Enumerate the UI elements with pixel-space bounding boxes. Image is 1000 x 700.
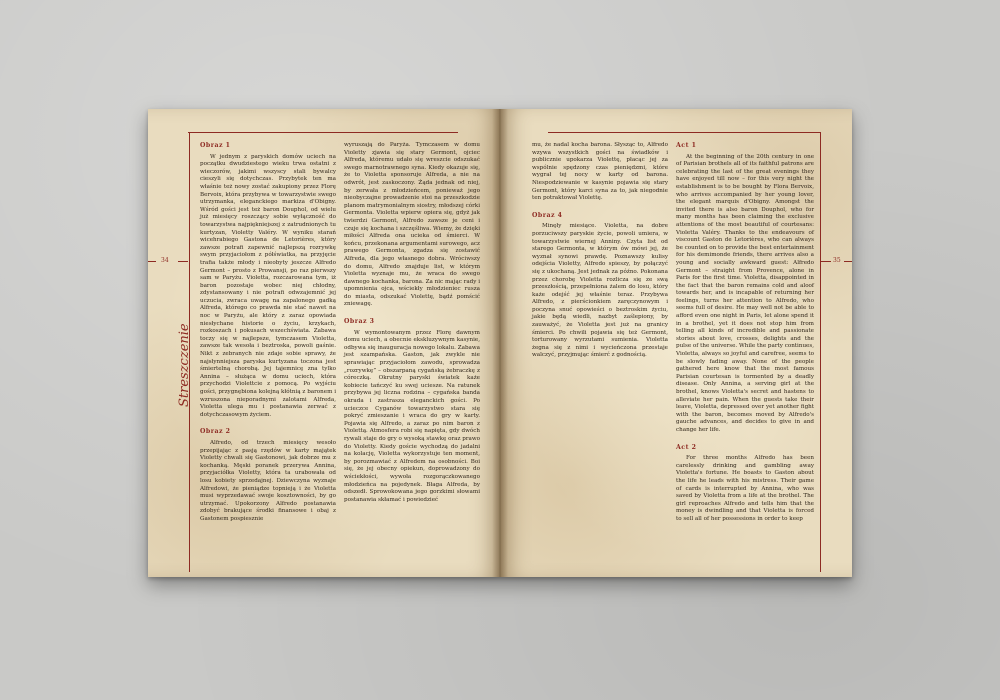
obraz-2-text: Alfredo, od trzech miesięcy wesoło przepijając z pasją rzędów w karty majątek Violetty chwali się Gastonowi, jak dobrze mu z kochanką. Męski poranek przerywa Annina, przyjaciółka Violetty, która ta urabowała od losu kobiety sprzedajnej. Dziewczyna wyznaje Alfredowi, że pieniądze topnieją i że Violetta musi wyprzedawać swoje kosztowności, by go utrzymać. Upokorzony Alfredo postanawia zdobyć brakujące środki finansowe i obaj z Gastonem pospiesznie — [200, 439, 336, 522]
act-1-text: At the beginning of the 20th century in one of Parisian brothels all of its faithful patrons are celebrating the last of the great evenings they have enjoyed till now – for this very night the establishment is to be bought by Flora Bervoix, who arrives accompanied by her young lover, the elegant marquis d'Obigny. Amongst the invited there is also baron Douphol, who for many months has been claiming the exclusive attentions of the most beautiful of courtesans: Violetta Valéry. Thanks to the endeavours of viscount Gaston de Letorières, who can always be counted on to provide the best entertainment for his demimonde friends, there arrives also a young and socially awkward guest: Alfredo Germont – straight from Provence, alone in Paris for the first time. Violetta, disappointed in the fact that the baron remains cold and aloof towards her, and is incapable of returning her feelings, turns her attention to Alfredo, who seems full of desire. He may well not be able to afford even one night in Paris, let alone spend it in a brothel, yet it does not stop him from telling all kinds of incredible and passionate stories about love, crosses, delights and the pulse of the universe. While the party continues, Violetta, always so joyful and carefree, seems to be slowly fading away. None of the people gathered here know that the most famous Parisian courtesan is tormented by a deadly disease. Only Annina, a serving girl at the brothel, knows Violetta's secret and hastens to alleviate her pain. When the guests take their leave, Violetta, depressed over yet another fight with the baron, becomes moved by Alfredo's gauche advances, and decides to give in and change her life. — [676, 153, 815, 433]
obraz-4-heading: Obraz 4 — [532, 211, 563, 219]
obraz-3-continued-text: mu, że nadal kocha barona. Słysząc to, Alfredo wzywa wszystkich gości na świadków i publicznie upokarza Violettę, płacąc jej za wspólnie spędzony czas pieniędzmi, które wygrał tej nocy w karty od barona. Niespodziewanie w kasynie pojawia się stary Germont, który karci syna za to, jak niegodnie ten potraktował Violettę. — [532, 142, 668, 202]
left-page-tick-inner — [178, 261, 188, 262]
left-page-tick — [148, 261, 156, 262]
side-title-wrap — [177, 287, 195, 407]
right-page — [500, 109, 852, 577]
right-page-tick-inner — [821, 261, 831, 262]
right-top-rule — [548, 132, 820, 133]
obraz-1-heading: Obraz 1 — [200, 142, 231, 149]
column-4 — [676, 142, 814, 572]
left-page — [148, 109, 500, 577]
left-top-rule — [188, 132, 458, 133]
act-1-heading: Act 1 — [676, 142, 697, 149]
column-2 — [344, 142, 480, 572]
obraz-1-text: W jednym z paryskich domów uciech na początku dwudziestego wieku trwa ostatni z wieczorów, jakimi wszyscy stali bywalcy cieszyli się dotychczas. Przybytek ten ma właśnie też nowy zostać zakupiony przez Florę Bervoix, która przybywa w towarzystwie swego utrzymanka, eleganckiego markiza d'Obigny. Wśród gości jest też baron Douphol, od wielu już miesięcy roszczący sobie wyłączność do towarzystwa najpiękniejszej z zatrudnionych tu kurtyzan, Violetty Valéry. W wyniku starań wicehrabiego Gastona de Letorières, który zawsze potrafi zapewnić najlepszą rozrywkę swym przyjaciołom z półświatka, na przyjęcie trafia także młody i nieobyty jeszcze Alfredo Germont – prosto z Prowansji, po raz pierwszy sam w Paryżu. Violetta, rozczarowana tym, iż baron pozostaje wobec niej chłodny, zdystansowany i nie potrafi odwzajemnić jej uczucia, zwraca uwagę na zapalonego gadką Alfreda, którego co prawda nie stać nawet na noc w Paryżu, ale który z zaraz opowiada niesłychane historie o życiu, krzykach, rozkoszach i pokusach wszechświata. Zabawa toczy się w najlepsze, tymczasem Violetta, zawsze tak wesoła i beztroska, powoli gaśnie. Nikt z zebranych nie zdaje sobie sprawy, że najsłynniejsza paryska kurtyzana toczona jest śmiertelną chorobą. Jej tajemnicę zna tylko Annina – służąca w domu uciech, która przychodzi Violettcie z pomocą. Po wyjściu gości, przygnębiona kolejną kłótnią z baronem i wzruszona nieporadnymi zalotami Alfreda, Violetta ulega mu i postanawia zerwać z dotychczasowym życiem. — [200, 153, 336, 418]
obraz-2-continued-text: wyruszają do Paryża. Tymczasem w domu Violetty zjawia się stary Germont, ojciec Alfreda, któremu udało się wreszcie odszukać swego marnotrawnego syna. Kiedy okazuje się, że to Violetta sponsoruje Alfreda, a nie na odwrót, jest zaskoczony. Żąda jednak od niej, by zerwała z młodzieńcem, ponieważ jego nieobyczajne prowadzenie stoi na przeszkodzie planom matrymonialnym siostry, młodszej córki Germonta. Violetta wpierw opiera się, gdyż jak twierdzi Germont, Alfredo zawsze je ceni i czuje się kochana i szczęśliwa. Wiemy, że dzięki miłości Alfreda ona ucieka od śmierci. W końcu, przekonana argumentami surowego, acz prawego Germonta, zgadza się zostawić Alfreda, dla jego własnego dobra. Wróciwszy do domu, Alfredo znajduje list, w którym Violetta wyznaje mu, że wraca do swego dawnego kochanka, barona. Za nic mając rady i upomnienia ojca, wściekły młodzieniec rusza do miasta, odszukać Violettę, bądź pomścić zniewagę. — [344, 142, 480, 308]
section-side-title: Streszczenie — [177, 323, 192, 407]
obraz-3-heading: Obraz 3 — [344, 318, 375, 326]
left-page-number: 34 — [161, 257, 169, 264]
column-3 — [532, 142, 668, 572]
act-2-heading: Act 2 — [676, 443, 697, 451]
obraz-3-text: W wymontowanym przez Florę dawnym domu uciech, a obecnie ekskluzywnym kasynie, odbywa się inauguracja nowego lokalu. Zabawa jest szampańska. Gaston, jak zwykle nie sprawiając przyjaciołom zawodu, sprowadza „rozrywkę” – obszarpaną cygańską żebraczkę z córeczką. Okrutny paryski światek każe kobiecie tańczyć ku swej uciesze. Na ratunek przybywa jej liczna rodzina – cygańska banda okrada i zastrasza eleganckich gości. Po ucieczce Cyganów towarzystwo stara się pokryć zmieszanie i wraca do gry w karty. Pojawia się Alfredo, a zaraz po nim baron z Violettą. Atmosfera robi się napięta, gdy dwóch rywali staje do gry o wysoką stawkę oraz prawo do Violetty. Kiedy goście wychodzą do jadalni na kolację, Violetta wykorzystuje ten moment, by porozmawiać z Alfredem na osobności. Boi się, że jej obecny opiekun, doprowadzony do wściekłości, wywoła rozgorączkowanego młodzieńca na pojedynek. Błaga Alfreda, by odszedł. Sprowokowana jego gorzkimi słowami postanawia skłamać i powiedzieć — [344, 329, 480, 503]
right-page-number: 35 — [833, 257, 841, 264]
obraz-4-text: Minęły miesiące. Violetta, na dobre porzuciwszy paryskie życie, powoli umiera, w towarzystwie wiernej Anniny. Czyta list od starego Germonta, w którym ów mówi jej, że wyznał synowi prawdę. Poznawszy kulisy odejścia Violetty, Alfredo spieszy, by połączyć się z ukochaną. Jest jednak za późno. Pokonana przez chorobę Violetta rozlicza się ze swą przeszłością, przepełniona żalem do losu, który każe odejść jej właśnie teraz. Przybywa Alfredo, z pierścionkiem zaręczynowym i poczyna snuć opowieści o beztroskim życiu, jakie będą wiedli, nazbyt zaślepiony, by zauważyć, że Violetta jest już na granicy śmierci. Po chwili pojawia się też Germont, torturowany wyrzutami sumienia. Violetta żegna się z nimi i wycieńczona przestaje walczyć, przyjmując śmierć z godnością. — [532, 223, 668, 359]
open-booklet — [148, 109, 852, 577]
act-2-text: For three months Alfredo has been carelessly drinking and gambling away Violetta's fortune. He boasts to Gaston about the life he leads with his mistress. Their game of cards is interrupted by Annina, who was saved by Violetta from a life at the brothel. The girl reproaches Alfredo and tells him that the money is dwindling and that Violetta is forced to sell all of her possessions in order to keep — [676, 455, 814, 522]
book-spine-shadow — [492, 109, 508, 577]
obraz-2-heading: Obraz 2 — [200, 428, 231, 436]
right-vertical-rule — [820, 132, 821, 572]
column-1 — [200, 142, 336, 572]
right-page-tick — [844, 261, 852, 262]
